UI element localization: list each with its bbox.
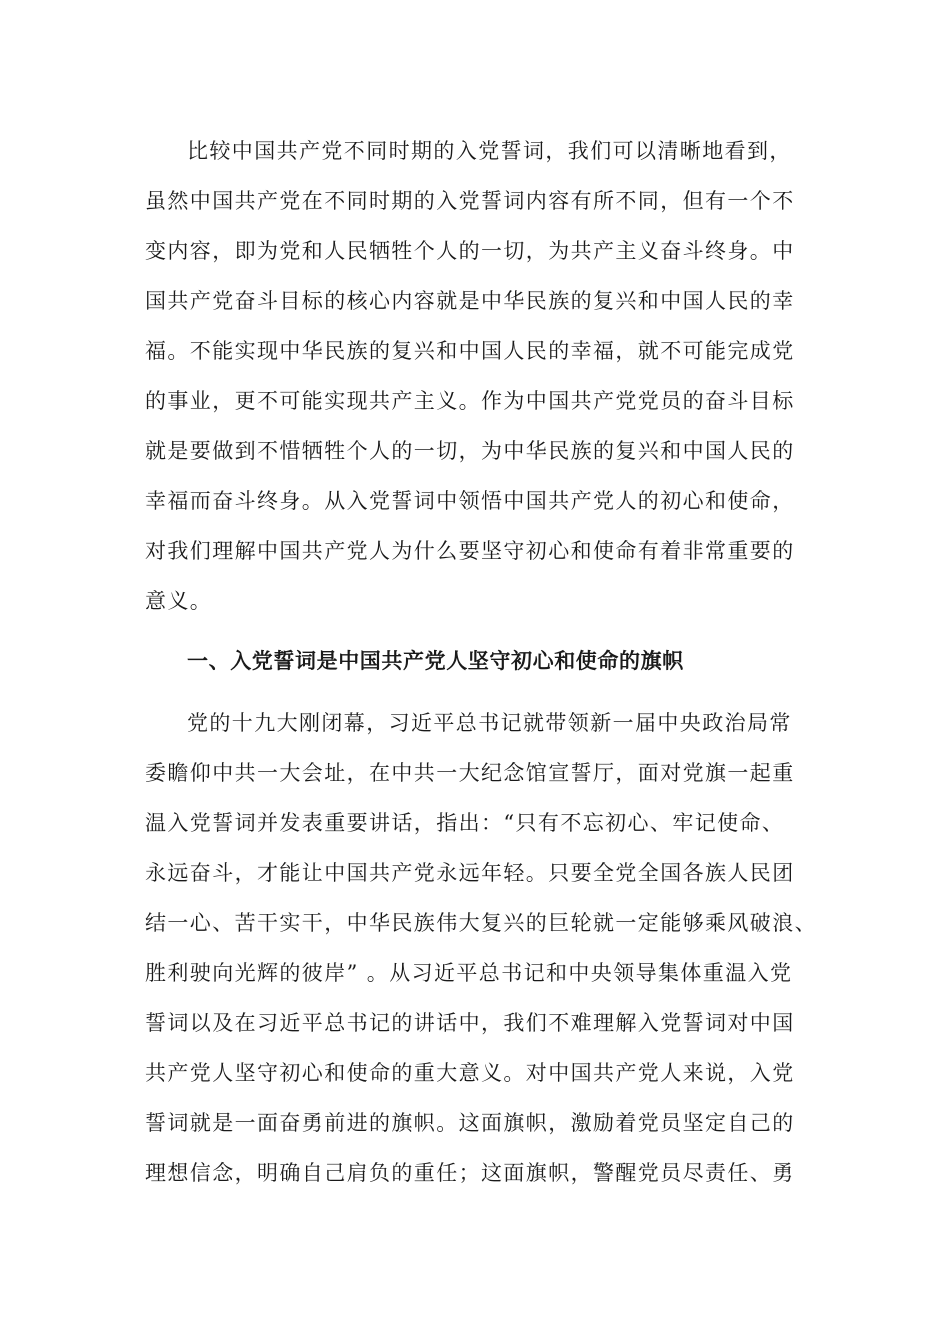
paragraph-line: 温入党誓词并发表重要讲话，指出：“只有不忘初心、牢记使命、: [145, 811, 785, 835]
paragraph-line: 理想信念，明确自己肩负的重任；这面旗帜，警醒党员尽责任、勇: [145, 1161, 795, 1185]
paragraph-line: 意义。: [145, 589, 213, 613]
paragraph-line: 共产党人坚守初心和使命的重大意义。对中国共产党人来说，入党: [145, 1061, 795, 1085]
paragraph-line: 福。不能实现中华民族的复兴和中国人民的幸福，就不可能完成党: [145, 339, 795, 363]
paragraph-line: 比较中国共产党不同时期的入党誓词，我们可以清晰地看到，: [187, 139, 792, 163]
paragraph-line: 誓词就是一面奋勇前进的旗帜。这面旗帜，激励着党员坚定自己的: [145, 1111, 795, 1135]
paragraph-line: 结一心、苦干实干，中华民族伟大复兴的巨轮就一定能够乘风破浪、: [145, 911, 817, 935]
paragraph-line: 委瞻仰中共一大会址，在中共一大纪念馆宣誓厅，面对党旗一起重: [145, 761, 795, 785]
paragraph-line: 虽然中国共产党在不同时期的入党誓词内容有所不同，但有一个不: [145, 189, 795, 213]
paragraph-line: 对我们理解中国共产党人为什么要坚守初心和使命有着非常重要的: [145, 539, 795, 563]
paragraph-line: 誓词以及在习近平总书记的讲话中，我们不难理解入党誓词对中国: [145, 1011, 795, 1035]
paragraph-line: 变内容，即为党和人民牺牲个人的一切，为共产主义奋斗终身。中: [145, 239, 795, 263]
paragraph-line: 永远奋斗，才能让中国共产党永远年轻。只要全党全国各族人民团: [145, 861, 795, 885]
paragraph-line: 国共产党奋斗目标的核心内容就是中华民族的复兴和中国人民的幸: [145, 289, 795, 313]
paragraph-line: 幸福而奋斗终身。从入党誓词中领悟中国共产党人的初心和使命，: [145, 489, 795, 513]
section-heading: 一、入党誓词是中国共产党人坚守初心和使命的旗帜: [187, 649, 684, 673]
paragraph-line: 党的十九大刚闭幕，习近平总书记就带领新一届中央政治局常: [187, 711, 792, 735]
paragraph-line: 的事业，更不可能实现共产主义。作为中国共产党党员的奋斗目标: [145, 389, 795, 413]
paragraph-line: 就是要做到不惜牺牲个人的一切，为中华民族的复兴和中国人民的: [145, 439, 795, 463]
paragraph-line: 胜利驶向光辉的彼岸” 。从习近平总书记和中央领导集体重温入党: [145, 961, 793, 985]
